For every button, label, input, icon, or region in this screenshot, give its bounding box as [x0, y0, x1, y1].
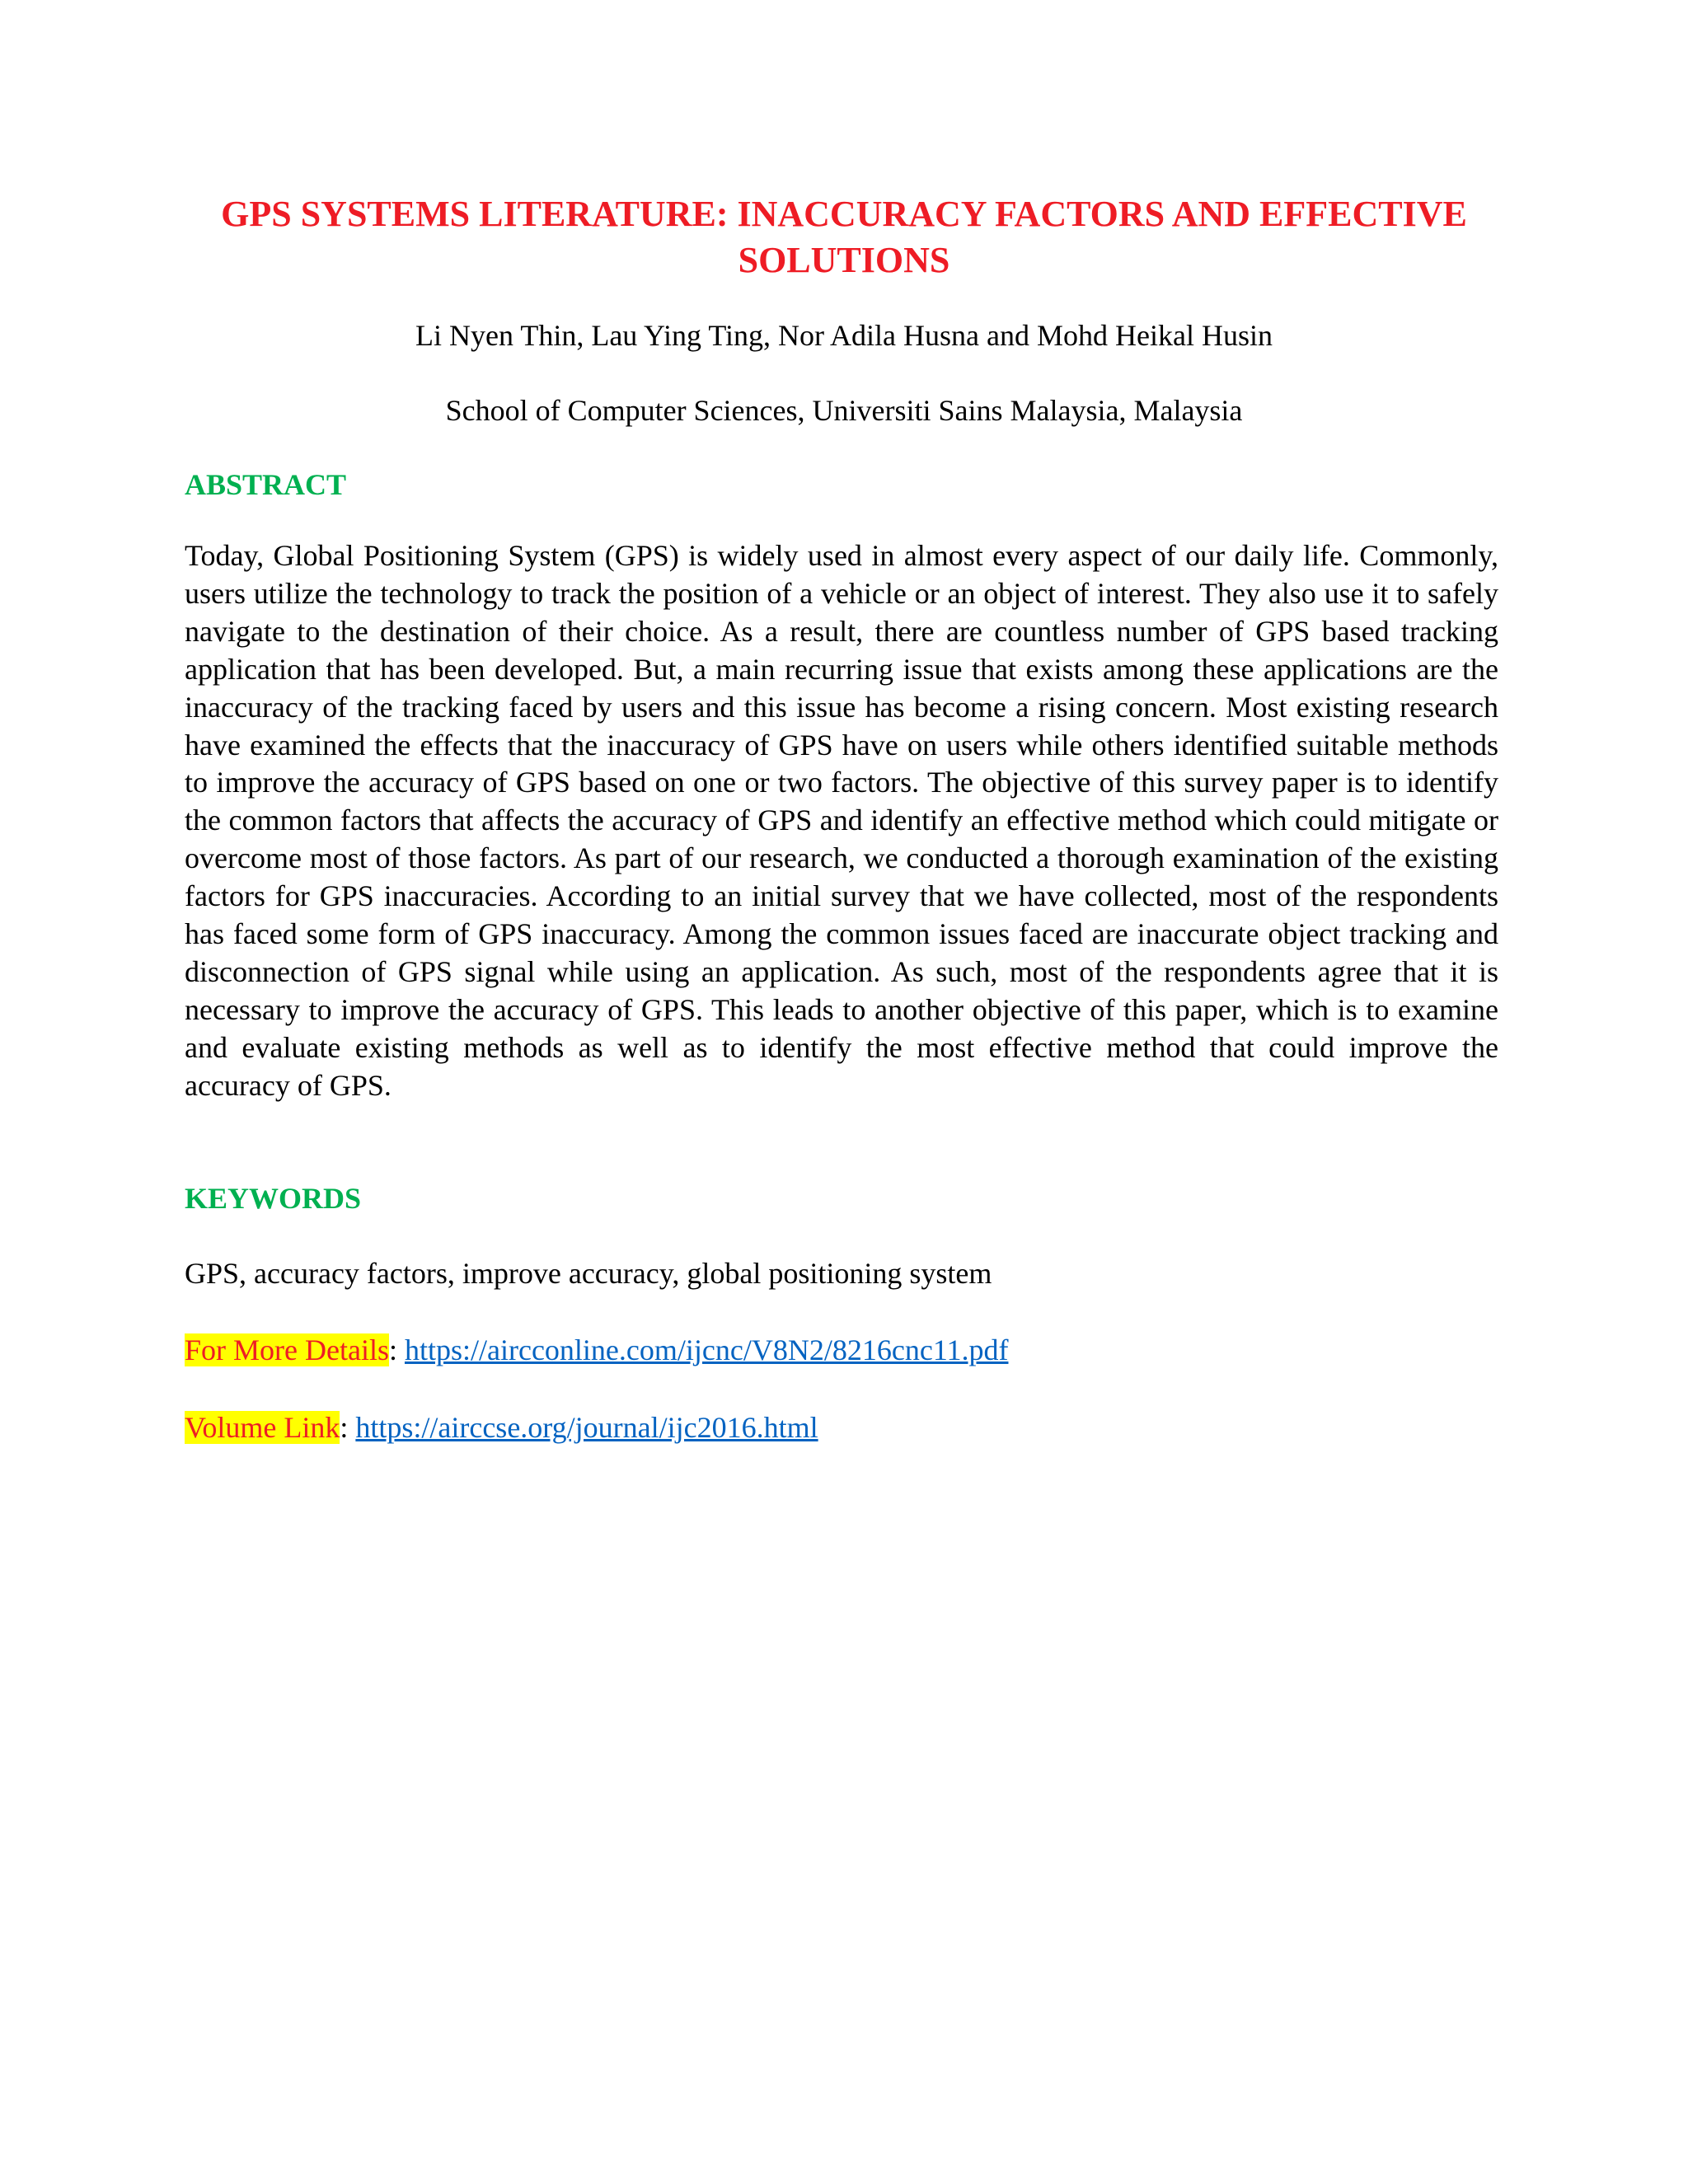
- abstract-heading: ABSTRACT: [185, 468, 347, 501]
- details-label: For More Details: [185, 1333, 389, 1366]
- paper-affiliation: School of Computer Sciences, Universiti Sains Malaysia, Malaysia: [445, 394, 1243, 427]
- paper-title: GPS SYSTEMS LITERATURE: INACCURACY FACTORS AND EFFECTIVE SOLUTIONS: [221, 194, 1467, 280]
- keywords-heading: KEYWORDS: [185, 1182, 362, 1215]
- details-link-line: [185, 1332, 1008, 1368]
- paper-authors: Li Nyen Thin, Lau Ying Ting, Nor Adila Husna and Mohd Heikal Husin: [415, 319, 1273, 352]
- volume-link-line: [185, 1409, 818, 1446]
- volume-label: Volume Link: [185, 1411, 340, 1444]
- volume-link[interactable]: https://airccse.org/journal/ijc2016.html: [355, 1411, 818, 1444]
- details-link[interactable]: https://aircconline.com/ijcnc/V8N2/8216cnc11.pdf: [404, 1333, 1009, 1366]
- volume-separator: :: [340, 1411, 356, 1444]
- abstract-text: Today, Global Positioning System (GPS) is widely used in almost every aspect of our daily life. Commonly, users utilize the technology to track the position of a vehicle or an object of interest. They also use it to safely navigate to the destination of their choice. As a result, there are countless number of GPS based tracking application that has been developed. But, a main recurring issue that exists among these applications are the inaccuracy of the tracking faced by users and this issue has become a rising concern. Most existing research have examined the effects that the inaccuracy of GPS have on users while others identified suitable methods to improve the accuracy of GPS based on one or two factors. The objective of this survey paper is to identify the common factors that affects the accuracy of GPS and identify an effective method which could mitigate or overcome most of those factors. As part of our research, we conducted a thorough examination of the existing factors for GPS inaccuracies. According to an initial survey that we have collected, most of the respondents has faced some form of GPS inaccuracy. Among the common issues faced are inaccurate object tracking and disconnection of GPS signal while using an application. As such, most of the respondents agree that it is necessary to improve the accuracy of GPS. This leads to another objective of this paper, which is to examine and evaluate existing methods as well as to identify the most effective method that could improve the accuracy of GPS.: [185, 539, 1498, 1102]
- details-separator: :: [388, 1333, 405, 1366]
- keywords-text: GPS, accuracy factors, improve accuracy, global positioning system: [185, 1257, 992, 1290]
